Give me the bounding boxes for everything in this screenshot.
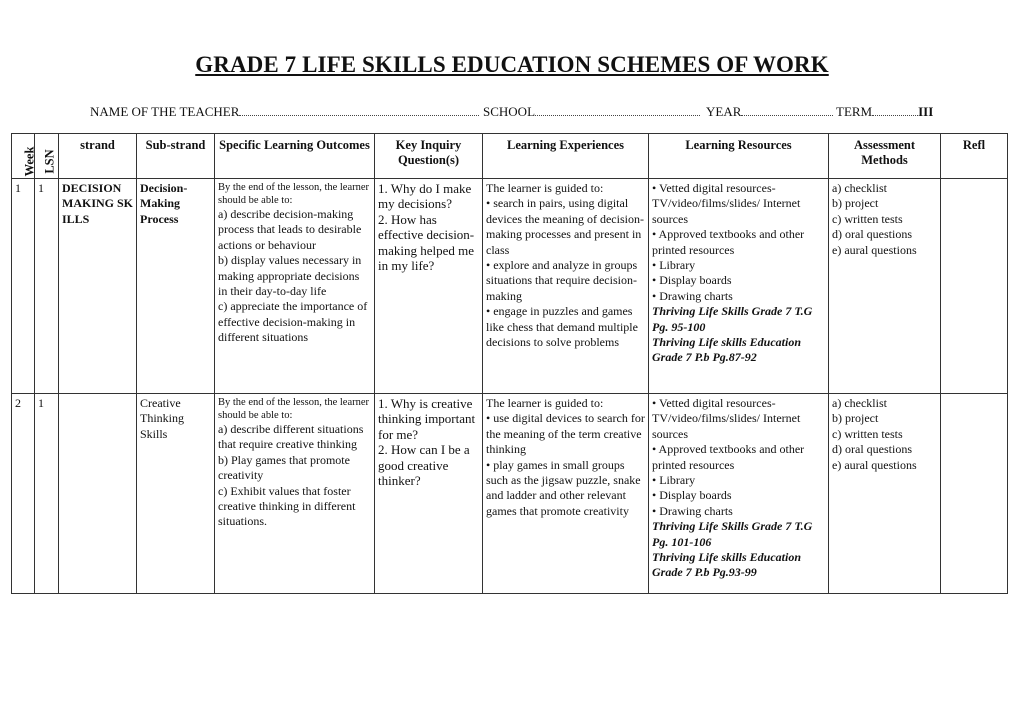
cell-week: 1 (12, 179, 35, 394)
cell-sub-strand: Creative Thinking Skills (137, 394, 215, 594)
cell-assessment (829, 394, 941, 594)
cell-learning-experiences (483, 394, 649, 594)
resource-item: • Approved textbooks and other printed resources (652, 442, 805, 472)
cell-key-inquiry (375, 179, 483, 394)
header-learning-resources: Learning Resources (649, 134, 829, 179)
experience-item: • search in pairs, using digital devices the meaning of decision-making processes and present in class (486, 196, 644, 257)
inquiry-item: 1. Why do I make my decisions? (378, 181, 472, 212)
header-assessment: Assessment Methods (829, 134, 941, 179)
assessment-item: b) project (832, 196, 879, 211)
cell-strand (59, 394, 137, 594)
assessment-item: a) checklist (832, 181, 887, 195)
year-field (706, 103, 833, 120)
inquiry-item: 1. Why is creative thinking important for me? (378, 396, 476, 442)
assessment-item: d) oral questions (832, 442, 912, 457)
resource-item: • Drawing charts (652, 288, 733, 303)
school-label: SCHOOL (483, 104, 536, 119)
cell-key-inquiry (375, 394, 483, 594)
header-lsn: LSN (35, 134, 59, 179)
resource-reference: Thriving Life skills Education Grade 7 P.b Pg.93-99 (652, 550, 802, 580)
cell-lsn: 1 (35, 179, 59, 394)
cell-learning-experiences (483, 179, 649, 394)
cell-strand: DECISION MAKING SKILLS (59, 179, 137, 394)
inquiry-item: 2. How has effective decision-making helped me in my life? (378, 211, 475, 274)
assessment-item: e) aural questions (832, 457, 917, 472)
year-label: YEAR (706, 104, 742, 119)
term-value: III (918, 104, 934, 119)
outcome-item: c) appreciate the importance of effective decision-making in different situations (218, 299, 368, 345)
document-title: GRADE 7 LIFE SKILLS EDUCATION SCHEMES OF WORK (195, 52, 829, 77)
term-field (836, 103, 933, 120)
experience-item: • engage in puzzles and games like chess that demand multiple decisions to solve problems (486, 304, 638, 350)
cell-assessment (829, 179, 941, 394)
experiences-intro: The learner is guided to: (486, 181, 604, 195)
cell-week: 2 (12, 394, 35, 594)
assessment-item: d) oral questions (832, 227, 912, 242)
resource-item: • Drawing charts (652, 503, 733, 518)
resource-item: • Library (652, 258, 696, 273)
header-strand: strand (59, 134, 137, 179)
table-row (12, 179, 1008, 394)
outcome-item: a) describe decision-making process that leads to desirable actions or behaviour (218, 207, 362, 252)
resource-reference: Thriving Life skills Education Grade 7 P.b Pg.87-92 (652, 335, 802, 365)
outcomes-intro: By the end of the lesson, the learner should be able to: (218, 182, 370, 206)
header-row (12, 134, 1008, 179)
experiences-intro: The learner is guided to: (486, 396, 604, 410)
school-field (483, 103, 700, 120)
cell-sub-strand: Decision-Making Process (137, 179, 215, 394)
resource-reference: Thriving Life Skills Grade 7 T.G Pg. 95-100 (652, 304, 813, 334)
cell-learning-resources (649, 394, 829, 594)
cell-refl (941, 394, 1008, 594)
header-week: Week (12, 134, 35, 179)
assessment-item: b) project (832, 411, 879, 426)
assessment-item: e) aural questions (832, 242, 917, 257)
header-learning-outcomes: Specific Learning Outcomes (215, 134, 375, 179)
experience-item: • use digital devices to search for the meaning of the term creative thinking (486, 411, 645, 457)
school-dotted-line (535, 103, 700, 116)
resource-reference: Thriving Life Skills Grade 7 T.G Pg. 101-106 (652, 519, 813, 549)
inquiry-item: 2. How can I be a good creative thinker? (378, 442, 470, 489)
assessment-item: a) checklist (832, 396, 887, 410)
header-key-inquiry: Key Inquiry Question(s) (375, 134, 483, 179)
outcome-item: b) display values necessary in making appropriate decisions in their day-to-day life (218, 253, 362, 299)
outcome-item: b) Play games that promote creativity (218, 452, 350, 483)
teacher-dotted-line (239, 103, 479, 116)
cell-learning-outcomes (215, 394, 375, 594)
resource-item: • Vetted digital resources-TV/video/films/slides/ Internet sources (652, 396, 801, 441)
experience-item: • explore and analyze in groups situations that require decision-making (486, 258, 638, 303)
resource-item: • Approved textbooks and other printed resources (652, 227, 805, 257)
table-row (12, 394, 1008, 594)
schemes-table (11, 133, 1008, 594)
year-dotted-line (741, 103, 833, 116)
resource-item: • Library (652, 473, 696, 488)
outcome-item: c) Exhibit values that foster creative thinking in different situations. (218, 483, 356, 529)
term-dotted-line (872, 103, 918, 116)
experience-item: • play games in small groups such as the jigsaw puzzle, snake and ladder and other relevant games that promote creativity (486, 457, 641, 518)
cell-lsn: 1 (35, 394, 59, 594)
assessment-item: c) written tests (832, 211, 903, 226)
outcomes-intro: By the end of the lesson, the learner should be able to: (218, 397, 370, 421)
term-label: TERM (836, 104, 873, 119)
teacher-label: NAME OF THE TEACHER (90, 104, 240, 119)
assessment-item: c) written tests (832, 426, 903, 441)
header-learning-experiences: Learning Experiences (483, 134, 649, 179)
resource-item: • Display boards (652, 273, 732, 288)
header-refl: Refl (941, 134, 1008, 179)
resource-item: • Display boards (652, 488, 732, 503)
cell-refl (941, 179, 1008, 394)
cell-learning-resources (649, 179, 829, 394)
teacher-name-field (90, 103, 479, 120)
cell-learning-outcomes (215, 179, 375, 394)
header-sub-strand: Sub-strand (137, 134, 215, 179)
outcome-item: a) describe different situations that require creative thinking (218, 422, 364, 452)
resource-item: • Vetted digital resources-TV/video/films/slides/ Internet sources (652, 181, 801, 226)
